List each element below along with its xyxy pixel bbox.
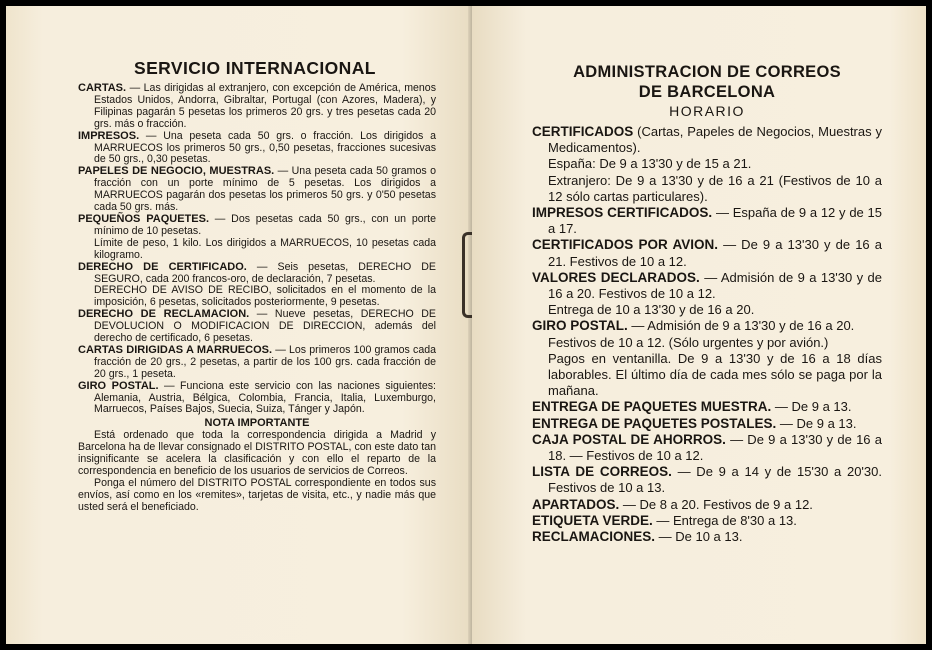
- entry-heading: DERECHO DE CERTIFICADO.: [78, 260, 247, 273]
- entry-text: — Una peseta cada 50 grs. o fracción. Los dirigidos a MARRUECOS los primeros 50 grs., 0,50 pesetas, fracciones sucesivas de 50 grs., 0,30 pesetas.: [94, 129, 436, 166]
- booklet-spread: [6, 6, 926, 644]
- entry-giro-pagos: [532, 351, 882, 400]
- entry-espana: [532, 156, 882, 172]
- entry-text: — Admisión de 9 a 13'30 y de 16 a 20. Festivos de 10 a 12.: [548, 269, 882, 302]
- entry-text: — Seis pesetas, DERECHO DE SEGURO, cada 200 francos-oro, de declaración, 7 pesetas.: [94, 260, 436, 285]
- note-paragraph: Ponga el número del DISTRITO POSTAL correspondiente en todos sus envíos, así como en los «remites», tarjetas de visita, etc., y nadie más que usted será el beneficiado.: [78, 477, 436, 513]
- entry-heading: ETIQUETA VERDE.: [532, 512, 653, 528]
- entry-text: Extranjero: De 9 a 13'30 y de 16 a 21 (Festivos de 10 a 12 sólo cartas particulares).: [548, 172, 882, 204]
- entry-text: (Cartas, Papeles de Negocios, Muestras y Medicamentos).: [548, 124, 882, 156]
- entry-paquetes-postales: [532, 416, 882, 432]
- entry-text: — Dos pesetas cada 50 grs., con un porte mínimo de 10 pesetas.: [94, 212, 436, 237]
- entry-text: — Los primeros 100 gramos cada fracción de 20 grs., 2 pesetas, a partir de los 100 grs. cada fracción de 20 grs., 1 peseta.: [94, 343, 436, 380]
- entry-heading: IMPRESOS CERTIFICADOS.: [532, 205, 713, 221]
- entry-heading: CARTAS DIRIGIDAS A MARRUECOS.: [78, 343, 273, 356]
- entry-text: — Admisión de 9 a 13'30 y de 16 a 20.: [627, 318, 855, 334]
- entry-limite-peso: [78, 238, 436, 262]
- note-paragraph: Está ordenado que toda la correspondencia dirigida a Madrid y Barcelona ha de llevar consignado el DISTRITO POSTAL, con este dato tan insignificante se acelera la clasificación y con ello el reparto de la correspondencia en beneficio de los usuarios de servicios de Correos.: [78, 429, 436, 478]
- entry-text: Festivos de 10 a 12. (Sólo urgentes y por avión.): [548, 334, 829, 350]
- entry-apartados: [532, 497, 882, 513]
- entry-heading: ENTREGA DE PAQUETES MUESTRA.: [532, 399, 772, 415]
- entry-etiqueta-verde: [532, 513, 882, 529]
- entry-text: Límite de peso, 1 kilo. Los dirigidos a MARRUECOS, 10 pesetas cada kilogramo.: [94, 236, 436, 261]
- entry-heading: RECLAMACIONES.: [532, 529, 656, 545]
- entry-text: — Las dirigidas al extranjero, con excepción de América, menos Estados Unidos, Andorra, Gibraltar, Portugal (con Azores, Madera), y Filipinas pagarán 5 pesetas los primeros 20 grs. y tres pesetas cada 20 grs. más o fracción.: [94, 82, 436, 130]
- entry-text: — Una peseta cada 50 gramos o fracción con un porte mínimo de 5 pesetas. Los dirigidos a MARRUECOS pagarán dos pesetas los primeros 50 grs. y 0'50 pesetas cada 50 grs. más.: [94, 165, 436, 214]
- left-page: [6, 6, 472, 644]
- entry-text: — De 9 a 13.: [771, 399, 852, 415]
- entry-text: Pagos en ventanilla. De 9 a 13'30 y de 16 a 18 días laborables. El último día de cada mes sólo se paga por la mañana.: [548, 350, 882, 399]
- entry-text: — Funciona este servicio con las naciones siguientes: Alemania, Austria, Bélgica, Colombia, Francia, Italia, Luxemburgo, Marruecos, Países Bajos, Suecia, Suiza, Tánger y Japón.: [94, 379, 436, 416]
- staple: [462, 232, 472, 318]
- office-title-line2: DE BARCELONA: [638, 83, 776, 101]
- entry-caja-postal: [532, 432, 882, 464]
- entry-text: DERECHO DE AVISO DE RECIBO, solicitados en el momento de la imposición, 6 pesetas, solicitados posteriormente, 9 pesetas.: [94, 284, 436, 309]
- entry-heading: CARTAS.: [78, 82, 127, 94]
- entry-derecho-certificado: [78, 262, 436, 286]
- entry-heading: LISTA DE CORREOS.: [532, 464, 672, 480]
- entry-text: — De 9 a 13'30 y de 16 a 21. Festivos de 10 a 12.: [548, 237, 882, 269]
- entry-certificados: [532, 124, 882, 156]
- entry-giro-postal: [78, 381, 436, 417]
- entry-heading: CAJA POSTAL DE AHORROS.: [532, 431, 726, 447]
- entry-text: Entrega de 10 a 13'30 y de 16 a 20.: [548, 302, 755, 318]
- entry-lista-correos: [532, 464, 882, 496]
- entry-valores-declarados: [532, 270, 882, 302]
- entry-impresos-certificados: [532, 205, 882, 237]
- entry-heading: ENTREGA DE PAQUETES POSTALES.: [532, 415, 777, 431]
- entry-text: — De 9 a 13.: [776, 415, 857, 431]
- entry-reclamaciones: [532, 529, 882, 545]
- entry-impresos: [78, 131, 436, 167]
- entry-extranjero: [532, 173, 882, 205]
- entry-heading: CERTIFICADOS POR AVION.: [532, 237, 718, 253]
- entry-text: — De 8 a 20. Festivos de 9 a 12.: [619, 496, 813, 512]
- entry-giro-festivos: [532, 335, 882, 351]
- entry-heading: APARTADOS.: [532, 496, 620, 512]
- right-page: [472, 6, 926, 644]
- entry-certificados-avion: [532, 237, 882, 269]
- entry-valores-entrega: [532, 302, 882, 318]
- entry-heading: GIRO POSTAL.: [532, 318, 628, 334]
- entry-paquetes-muestra: [532, 399, 882, 415]
- entry-cartas-marruecos: [78, 345, 436, 381]
- entry-text: — España de 9 a 12 y de 15 a 17.: [548, 205, 883, 237]
- entry-cartas: [78, 83, 436, 131]
- entry-pequenos-paquetes: [78, 214, 436, 238]
- entry-heading: GIRO POSTAL.: [78, 379, 159, 392]
- schedule-subtitle: HORARIO: [669, 103, 745, 119]
- entry-text: España: De 9 a 13'30 y de 15 a 21.: [548, 156, 752, 172]
- office-title-line1: ADMINISTRACION DE CORREOS: [573, 63, 841, 81]
- entry-aviso-recibo: [78, 285, 436, 309]
- entry-giro-postal: [532, 318, 882, 334]
- entry-heading: PAPELES DE NEGOCIO, MUESTRAS.: [78, 165, 275, 178]
- entry-heading: VALORES DECLARADOS.: [532, 269, 700, 285]
- entry-text: — De 10 a 13.: [655, 529, 743, 545]
- entry-text: — Entrega de 8'30 a 13.: [652, 512, 797, 528]
- entry-papeles-negocio: [78, 166, 436, 214]
- entry-text: — Nueve pesetas, DERECHO DE DEVOLUCION O MODIFICACION DE DIRECCION, además del derecho de certificado, 6 pesetas.: [94, 308, 436, 345]
- entry-heading: PEQUEÑOS PAQUETES.: [78, 212, 209, 225]
- note-title: NOTA IMPORTANTE: [204, 417, 310, 430]
- entry-text: — De 9 a 14 y de 15'30 a 20'30. Festivos de 10 a 13.: [548, 464, 882, 496]
- entry-derecho-reclamacion: [78, 309, 436, 345]
- page-title: SERVICIO INTERNACIONAL: [134, 58, 376, 78]
- entry-heading: DERECHO DE RECLAMACION.: [78, 308, 250, 321]
- entry-text: — De 9 a 13'30 y de 16 a 18. — Festivos de 10 a 12.: [548, 431, 882, 464]
- entry-heading: CERTIFICADOS: [532, 124, 634, 139]
- entry-heading: IMPRESOS.: [78, 129, 140, 142]
